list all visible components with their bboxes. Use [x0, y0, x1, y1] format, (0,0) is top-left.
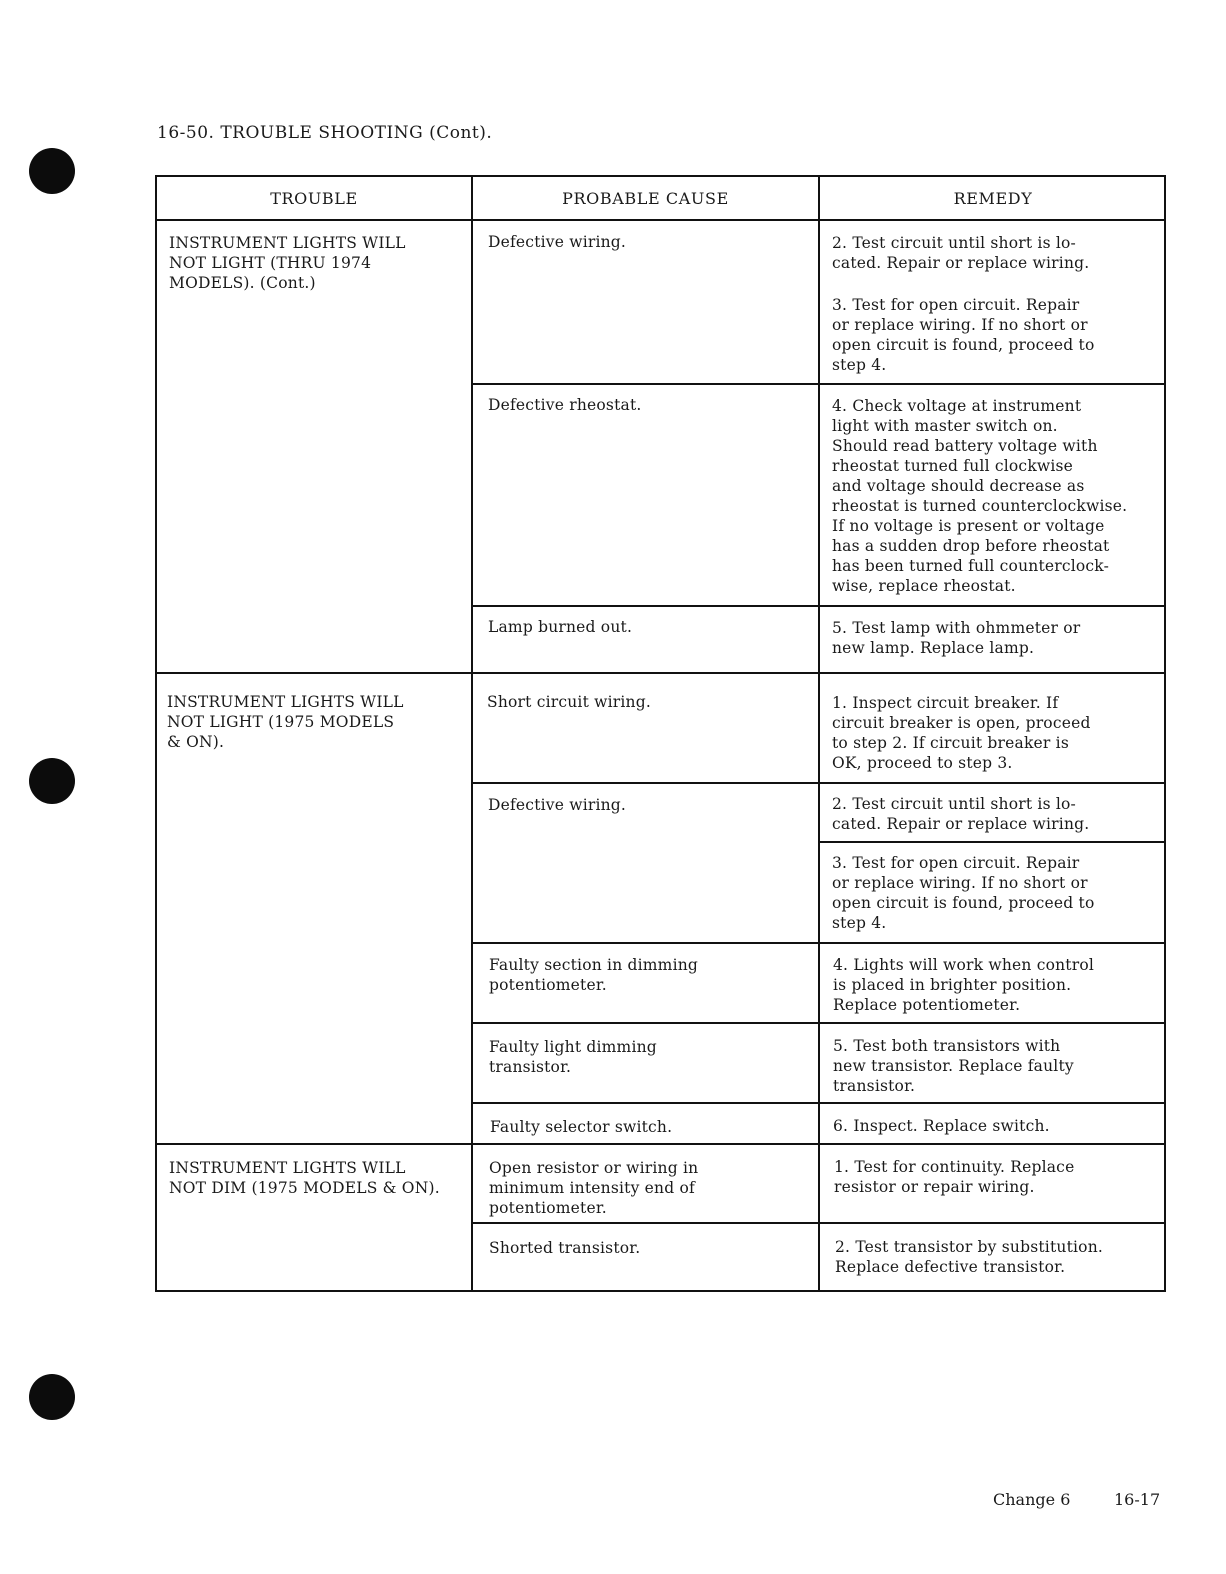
punch-hole-bottom	[29, 1374, 75, 1420]
header-remedy: REMEDY	[953, 189, 1033, 208]
cause-cell: Defective wiring.	[488, 796, 627, 814]
cause-cell: Faulty section in dimming potentiometer.	[489, 956, 699, 994]
punch-hole-middle	[29, 758, 75, 804]
trouble-cell: INSTRUMENT LIGHTS WILL NOT LIGHT (1975 MODELS & ON).	[167, 693, 404, 751]
cause-cell: Short circuit wiring.	[487, 693, 651, 711]
cause-cell: Open resistor or wiring in minimum intensity end of potentiometer.	[489, 1159, 699, 1217]
remedy-cell: 4. Check voltage at instrument light with master switch on. Should read battery voltage with rheostat turned full clockwise and voltage should decrease as rheostat is turned counterclockwise. If no voltage is present or voltage has a sudden drop before rheostat has been turned full counterclock- wise, replace rheostat.	[832, 397, 1128, 595]
remedy-cell: 5. Test lamp with ohmmeter or new lamp. Replace lamp.	[832, 619, 1081, 657]
header-trouble: TROUBLE	[270, 189, 358, 208]
cause-cell: Faulty light dimming transistor.	[489, 1038, 657, 1076]
remedy-cell: 4. Lights will work when control is placed in brighter position. Replace potentiometer.	[833, 956, 1095, 1014]
remedy-cell: 5. Test both transistors with new transistor. Replace faulty transistor.	[833, 1037, 1074, 1095]
remedy-cell: 1. Test for continuity. Replace resistor or repair wiring.	[834, 1158, 1075, 1196]
trouble-cell: INSTRUMENT LIGHTS WILL NOT DIM (1975 MODELS & ON).	[169, 1159, 440, 1197]
remedy-cell: 2. Test circuit until short is lo- cated. Repair or replace wiring.	[832, 795, 1090, 833]
trouble-cell: INSTRUMENT LIGHTS WILL NOT LIGHT (THRU 1974 MODELS). (Cont.)	[169, 234, 406, 292]
cause-cell: Defective rheostat.	[488, 396, 642, 414]
remedy-cell: 1. Inspect circuit breaker. If circuit breaker is open, proceed to step 2. If circuit breaker is OK, proceed to step 3.	[832, 694, 1091, 772]
punch-hole-top	[29, 148, 75, 194]
footer-page-number: 16-17	[1114, 1490, 1161, 1509]
remedy-cell: 6. Inspect. Replace switch.	[833, 1117, 1050, 1135]
cause-cell: Defective wiring.	[488, 233, 627, 251]
troubleshooting-table	[155, 175, 1166, 1292]
remedy-cell: 2. Test transistor by substitution. Replace defective transistor.	[835, 1238, 1104, 1276]
remedy-cell: 3. Test for open circuit. Repair or replace wiring. If no short or open circuit is found, proceed to step 4.	[832, 296, 1095, 374]
footer-change: Change 6	[993, 1490, 1071, 1509]
remedy-cell: 2. Test circuit until short is lo- cated. Repair or replace wiring.	[832, 234, 1090, 272]
cause-cell: Shorted transistor.	[489, 1239, 641, 1257]
cause-cell: Faulty selector switch.	[490, 1118, 673, 1136]
header-cause: PROBABLE CAUSE	[562, 189, 729, 208]
section-title: 16-50. TROUBLE SHOOTING (Cont).	[157, 123, 493, 143]
remedy-cell: 3. Test for open circuit. Repair or replace wiring. If no short or open circuit is found, proceed to step 4.	[832, 854, 1095, 932]
cause-cell: Lamp burned out.	[488, 618, 633, 636]
